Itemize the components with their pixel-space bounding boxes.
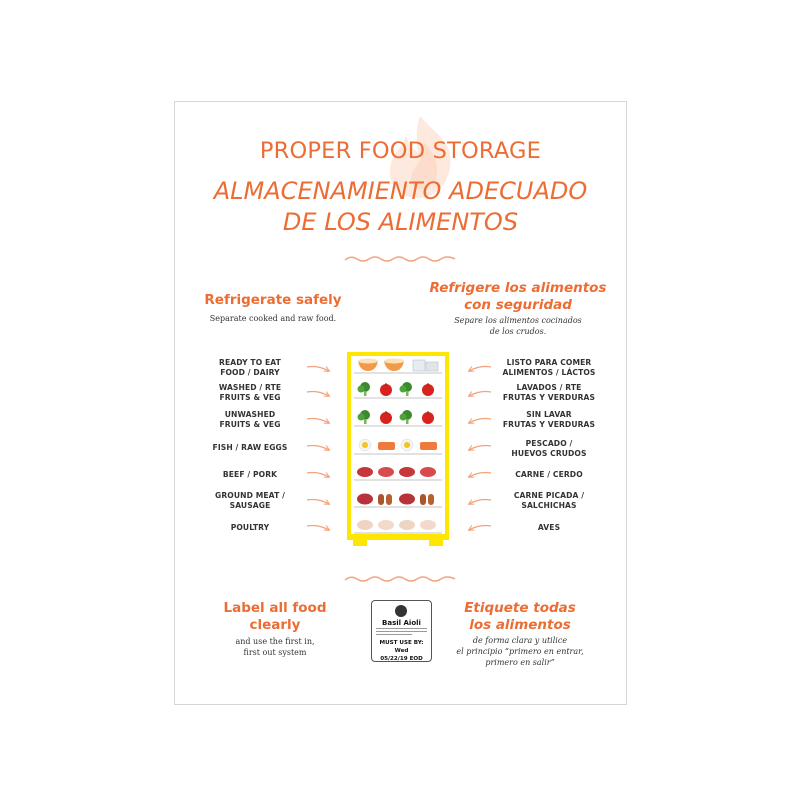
brand-logo-icon — [395, 605, 407, 617]
arrow-left-icon — [469, 526, 491, 531]
shelf-label-text: SIN LAVAR — [526, 410, 572, 419]
shelf-label-text: HUEVOS CRUDOS — [511, 449, 587, 458]
dairy-bowls-icon — [356, 356, 440, 372]
fridge-shelf-beef-pork — [354, 463, 442, 481]
fridge-shelf-dairy — [354, 356, 442, 374]
arrow-left-icon — [469, 392, 491, 397]
title-spanish-line-2: DE LOS ALIMENTOS — [282, 208, 519, 236]
label-subtitle-es — [445, 635, 595, 668]
arrow-right-icon — [307, 526, 329, 531]
arrow-right-icon — [307, 367, 329, 372]
shelf-label-text: CARNE / CERDO — [515, 470, 583, 479]
shelf-label-text: FRUTAS Y VERDURAS — [502, 420, 596, 429]
shelf-label-text: FISH / RAW EGGS — [212, 443, 288, 452]
fridge-illustration — [347, 352, 449, 540]
arrow-right-icon — [307, 473, 329, 478]
shelf-label-text: LAVADOS / RTE — [516, 383, 582, 392]
arrow-left-icon — [469, 446, 491, 451]
arrow-left-icon — [469, 500, 491, 505]
chicken-icon — [356, 516, 440, 532]
shelf-label-text: LISTO PARA COMER — [506, 358, 592, 367]
shelf-label-text: SAUSAGE — [229, 501, 271, 510]
shelf-label-text: AVES — [537, 523, 561, 532]
label-subtitle-es-line-1: de forma clara y utilice — [472, 636, 568, 645]
label-title-en-line-1: Label all food — [223, 600, 327, 616]
fridge-foot-right — [429, 538, 443, 546]
shelf-label-text: POULTRY — [230, 523, 270, 532]
refrigerate-subtitle-es-line-1: Separe los alimentos cocinados — [454, 316, 582, 325]
label-subtitle-en-line-1: and use the first in, — [235, 637, 315, 646]
sample-label-must-use-line-2: 05/22/19 EOD — [380, 656, 423, 662]
refrigerate-title-es-line-2: con seguridad — [464, 297, 572, 313]
label-title-es-line-2: los alimentos — [469, 617, 571, 633]
label-subtitle-en-line-2: first out system — [243, 648, 307, 657]
label-title-es — [445, 600, 595, 634]
shelf-label-text: BEEF / PORK — [222, 470, 278, 479]
broccoli-apple-icon — [356, 409, 440, 425]
arrow-right-icon — [307, 446, 329, 451]
sample-label-must-use — [372, 639, 431, 663]
fridge-foot-left — [353, 538, 367, 546]
egg-fish-icon — [356, 437, 440, 453]
title-spanish-line-1: ALMACENAMIENTO ADECUADO — [213, 177, 588, 205]
arrow-left-icon — [469, 367, 491, 372]
shelf-label-text: CARNE PICADA / — [513, 491, 585, 500]
broccoli-apple-icon — [356, 381, 440, 397]
sample-label-must-use-line-1: MUST USE BY: Wed — [379, 640, 424, 654]
shelf-label-text: ALIMENTOS / LÁCTOS — [502, 368, 596, 377]
shelf-label-text: FOOD / DAIRY — [220, 368, 280, 377]
refrigerate-subtitle-en: Separate cooked and raw food. — [209, 314, 337, 323]
shelf-label-text: WASHED / RTE — [218, 383, 282, 392]
arrow-right-icon — [307, 500, 329, 505]
sample-label-fine-print — [376, 628, 427, 636]
label-title-en-line-2: clearly — [249, 617, 301, 633]
arrow-left-icon — [469, 419, 491, 424]
sample-food-label — [371, 600, 432, 662]
title-english: PROPER FOOD STORAGE — [259, 138, 542, 164]
shelf-label-text: FRUITS & VEG — [219, 420, 281, 429]
steak-icon — [356, 463, 440, 479]
shelf-label-text: FRUITS & VEG — [219, 393, 281, 402]
shelf-label-text: READY TO EAT — [219, 358, 281, 367]
arrow-right-icon — [307, 392, 329, 397]
refrigerate-subtitle-es-line-2: de los crudos. — [489, 327, 547, 336]
fridge-shelf-washed-produce — [354, 381, 442, 399]
divider-squiggle-bottom — [343, 574, 458, 584]
refrigerate-title-en: Refrigerate safely — [204, 292, 342, 308]
food-storage-poster — [174, 101, 627, 705]
ground-meat-sausage-icon — [356, 490, 440, 506]
shelf-label-text: FRUTAS Y VERDURAS — [502, 393, 596, 402]
fridge-shelf-unwashed-produce — [354, 409, 442, 427]
label-subtitle-es-line-2: el principio “primero en entrar, — [456, 647, 584, 656]
label-subtitle-es-line-3: primero en salir” — [485, 658, 555, 667]
shelf-label-text: UNWASHED — [224, 410, 276, 419]
fridge-shelf-poultry — [354, 516, 442, 534]
arrow-right-icon — [307, 419, 329, 424]
fridge-shelf-fish-eggs — [354, 437, 442, 455]
sample-label-product: Basil Aioli — [382, 619, 421, 627]
fridge-shelf-ground-meat — [354, 490, 442, 508]
fridge-interior — [351, 356, 445, 534]
label-title-en — [205, 600, 345, 634]
shelf-label-text: GROUND MEAT / — [215, 491, 285, 500]
label-title-es-line-1: Etiquete todas — [464, 600, 576, 616]
arrow-left-icon — [469, 473, 491, 478]
refrigerate-title-es-line-1: Refrigere los alimentos — [429, 280, 607, 296]
shelf-label-text: PESCADO / — [525, 439, 573, 448]
shelf-label-text: SALCHICHAS — [521, 501, 577, 510]
label-subtitle-en — [205, 636, 345, 658]
